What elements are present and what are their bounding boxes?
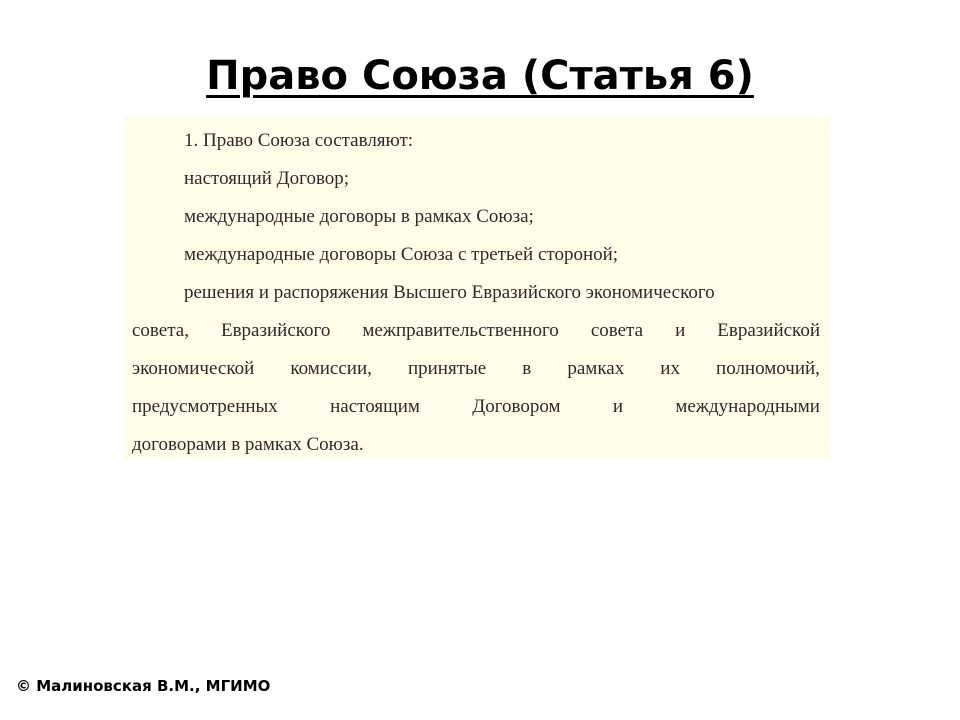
article-word: международными [675, 396, 820, 417]
article-word: полномочий, [716, 358, 820, 379]
article-line-justified [124, 355, 830, 393]
article-line: международные договоры в рамках Союза; [184, 206, 534, 227]
article-word: и [612, 396, 624, 417]
article-word: комиссии, [290, 358, 372, 379]
copyright-footer: © Малиновская В.М., МГИМО [16, 677, 271, 695]
article-word: и [675, 320, 686, 341]
article-word: предусмотренных [132, 396, 278, 417]
article-word: Договором [472, 396, 561, 417]
article-word: в [522, 358, 532, 379]
article-line: 1. Право Союза составляют: [184, 130, 414, 151]
article-line: решения и распоряжения Высшего Евразийского экономического [184, 282, 715, 303]
article-word: Евразийской [717, 320, 820, 341]
article-word: совета, [132, 320, 189, 341]
article-line: договорами в рамках Союза. [132, 434, 364, 455]
article-word: их [660, 358, 680, 379]
slide-title-text: Право Союза (Статья 6) [206, 53, 754, 99]
article-line: настоящий Договор; [184, 168, 350, 189]
article-word: рамках [567, 358, 625, 379]
article-word: межправительственного [362, 320, 559, 341]
article-word: экономической [132, 358, 255, 379]
article-word: принятые [407, 358, 487, 379]
article-line-justified [124, 317, 830, 355]
article-word: совета [590, 320, 644, 341]
scanned-article-text [124, 117, 830, 460]
slide-title [0, 46, 960, 106]
article-line: международные договоры Союза с третьей стороной; [184, 244, 619, 265]
article-word: Евразийского [220, 320, 331, 341]
article-word: настоящим [330, 396, 420, 417]
article-line-justified [124, 393, 830, 431]
